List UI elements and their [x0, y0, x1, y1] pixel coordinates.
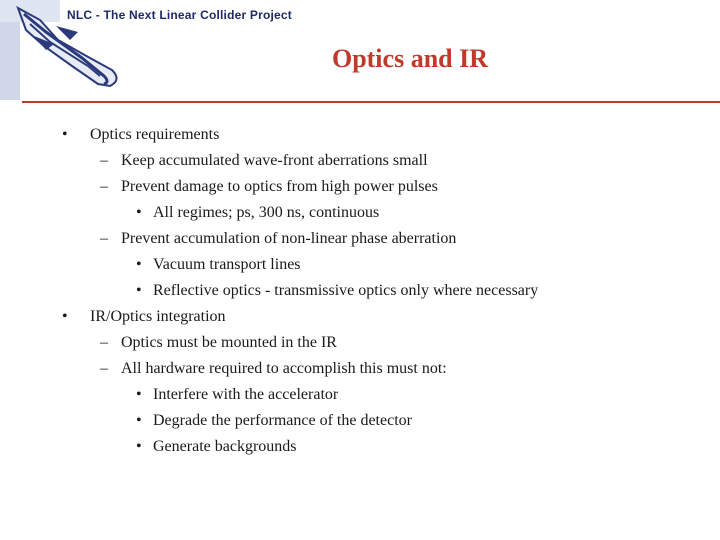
bullet-marker: • — [136, 256, 142, 273]
bullet-marker: • — [136, 386, 142, 403]
bullet-marker: • — [136, 282, 142, 299]
sub-bullet-item: Prevent accumulation of non-linear phase aberration — [121, 230, 457, 247]
sub-bullet-item: Optics must be mounted in the IR — [121, 334, 337, 351]
sub-sub-bullet-item: Interfere with the accelerator — [153, 386, 339, 403]
dash-marker: – — [100, 230, 108, 247]
sub-bullet-item: Prevent damage to optics from high power pulses — [121, 178, 438, 195]
sub-sub-bullet-item: Vacuum transport lines — [153, 256, 301, 273]
sub-sub-bullet-item: Reflective optics - transmissive optics only where necessary — [153, 282, 539, 299]
bullet-item: IR/Optics integration — [90, 308, 226, 325]
project-header: NLC - The Next Linear Collider Project — [67, 8, 292, 22]
sub-bullet-item: All hardware required to accomplish this must not: — [121, 360, 447, 377]
bullet-marker: • — [136, 438, 142, 455]
sub-bullet-item: Keep accumulated wave-front aberrations small — [121, 152, 428, 169]
slide-title: Optics and IR — [331, 44, 489, 73]
sub-sub-bullet-item: All regimes; ps, 300 ns, continuous — [153, 204, 380, 221]
sub-sub-bullet-item: Generate backgrounds — [153, 438, 297, 455]
dash-marker: – — [100, 178, 108, 195]
dash-marker: – — [100, 334, 108, 351]
bullet-marker: • — [62, 126, 68, 143]
bullet-marker: • — [136, 204, 142, 221]
sub-sub-bullet-item: Degrade the performance of the detector — [153, 412, 412, 429]
bullet-marker: • — [136, 412, 142, 429]
dash-marker: – — [100, 360, 108, 377]
dash-marker: – — [100, 152, 108, 169]
bullet-item: Optics requirements — [90, 126, 220, 143]
bullet-marker: • — [62, 308, 68, 325]
